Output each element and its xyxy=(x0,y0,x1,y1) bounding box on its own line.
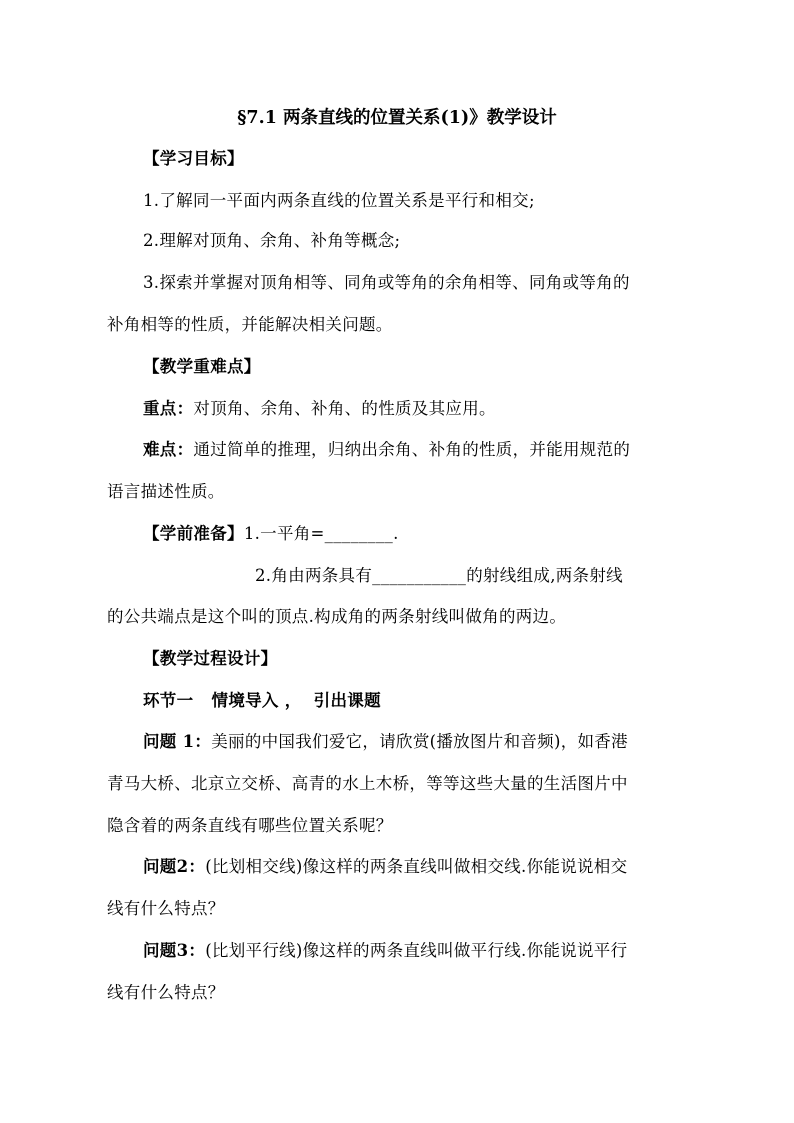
question-2-text: (比划相交线)像这样的两条直线叫做相交线.你能说说相交 xyxy=(205,857,628,876)
question-1-label: 问题 1： xyxy=(143,732,212,751)
difficult-point-label: 难点： xyxy=(143,440,194,459)
question-3-text-line-2: 线有什么特点？ xyxy=(107,983,225,1002)
objective-item-2: 2.理解对顶角、余角、补角等概念; xyxy=(143,231,401,250)
stage-heading-1: 环节一 情境导入 ， 引出课题 xyxy=(143,691,381,710)
question-1-text: 美丽的中国我们爱它，请欣赏(播放图片和音频)，如香港 xyxy=(211,732,628,751)
difficult-point-text: 通过简单的推理，归纳出余角、补角的性质，并能用规范的 xyxy=(193,440,631,459)
question-1-paragraph xyxy=(143,731,628,753)
section-heading-objectives: 【学习目标】 xyxy=(143,149,244,168)
section-heading-keypoints: 【教学重难点】 xyxy=(143,357,261,376)
difficult-point-text-continued: 语言描述性质。 xyxy=(107,482,225,501)
question-2-paragraph xyxy=(143,856,627,878)
section-heading-preparation: 【学前准备】 xyxy=(143,524,244,543)
question-2-text-line-2: 线有什么特点？ xyxy=(107,899,225,918)
key-point-paragraph xyxy=(143,398,496,420)
document-title: §7.1 两条直线的位置关系(1)》教学设计 xyxy=(237,108,557,128)
question-3-label: 问题3： xyxy=(143,941,206,960)
question-3-text: (比划平行线)像这样的两条直线叫做平行线.你能说说平行 xyxy=(205,941,628,960)
objective-item-3-continued: 补角相等的性质，并能解决相关问题。 xyxy=(107,315,393,334)
objective-item-1: 1.了解同一平面内两条直线的位置关系是平行和相交; xyxy=(143,191,535,210)
question-2-label: 问题2： xyxy=(143,857,206,876)
preparation-item-2: 2.角由两条具有___________的射线组成,两条射线 xyxy=(255,566,623,585)
objective-item-3: 3.探索并掌握对顶角相等、同角或等角的余角相等、同角或等角的 xyxy=(143,273,630,292)
question-1-text-line-2: 青马大桥、北京立交桥、高青的水上木桥，等等这些大量的生活图片中 xyxy=(107,774,628,793)
question-3-paragraph xyxy=(143,940,627,962)
key-point-label: 重点： xyxy=(143,399,194,418)
key-point-text: 对顶角、余角、补角、的性质及其应用。 xyxy=(193,399,496,418)
section-heading-process: 【教学过程设计】 xyxy=(143,649,278,668)
preparation-item-2-continued: 的公共端点是这个叫的顶点.构成角的两条射线叫做角的两边。 xyxy=(107,607,567,626)
preparation-paragraph xyxy=(143,523,399,545)
preparation-item-1: 1.一平角=________. xyxy=(243,524,399,543)
question-1-text-line-3: 隐含着的两条直线有哪些位置关系呢？ xyxy=(107,816,393,835)
difficult-point-paragraph xyxy=(143,439,630,461)
